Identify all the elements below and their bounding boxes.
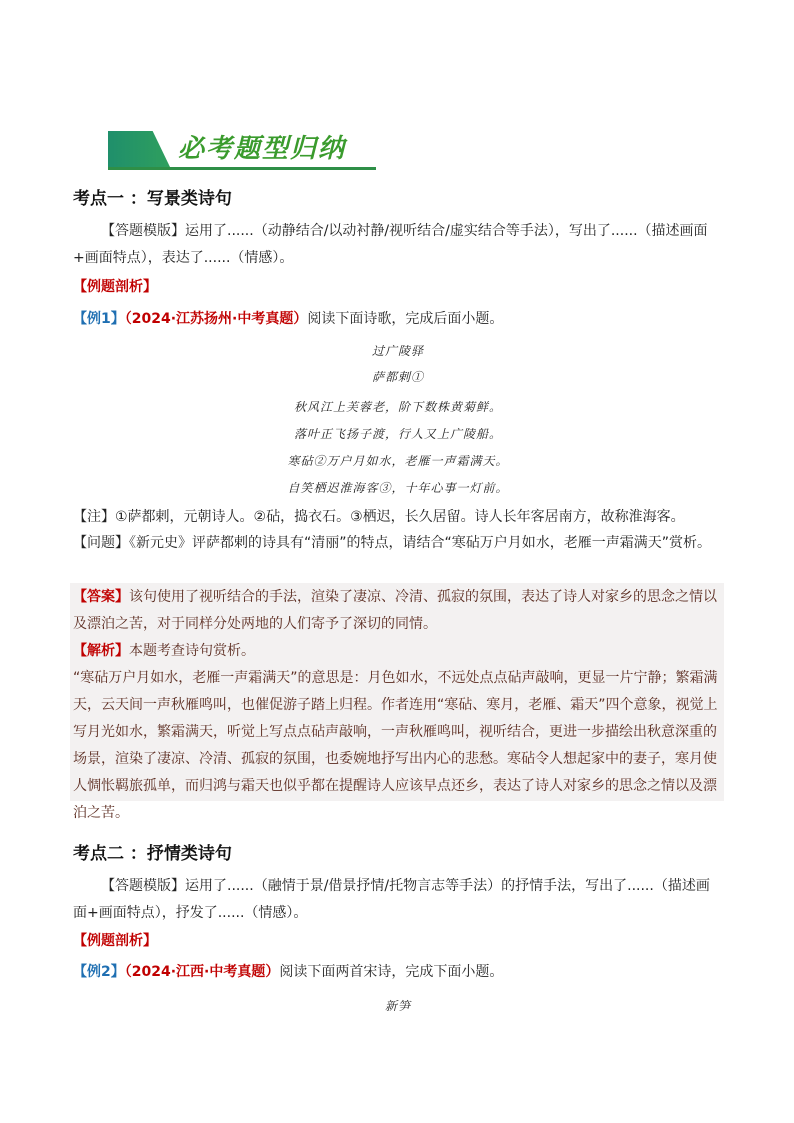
banner-shape-icon <box>108 131 170 167</box>
explain-tag: 【解析】 <box>73 643 129 659</box>
poem-note: 【注】①萨都剌，元朝诗人。②砧，捣衣石。③栖迟，长久居留。诗人长年客居南方，故称淮海客。 <box>73 509 685 525</box>
banner-title: 必考题型归纳 <box>178 134 347 164</box>
section2-example <box>73 962 503 982</box>
example1-source: （2024·江苏扬州·中考真题） <box>124 311 308 327</box>
question-text: 【问题】《新元史》评萨都剌的诗具有“清丽”的特点，请结合“寒砧万户月如水，老雁一声霜满天”赏析。 <box>73 535 712 551</box>
poem-title: 过广陵驿 <box>371 344 424 358</box>
example1-label: 【例1】 <box>73 311 125 327</box>
answer-paragraph <box>73 584 723 638</box>
explain-intro: 本题考查诗句赏析。 <box>129 643 255 659</box>
poem2-title: 新笋 <box>384 999 411 1013</box>
section1-template: 【答题模版】运用了......（动静结合/以动衬静/视听结合/虚实结合等手法），写出了......（描述画面+画面特点），表达了......（情感）。 <box>73 223 708 266</box>
explain-heading <box>73 638 723 665</box>
example2-source: （2024·江西·中考真题） <box>124 964 280 980</box>
section-banner <box>108 131 378 171</box>
example2-label: 【例2】 <box>73 964 125 980</box>
example2-prompt: 阅读下面两首宋诗，完成下面小题。 <box>279 964 504 980</box>
poem-line-4: 自笑栖迟淮海客③，十年心事一灯前。 <box>287 481 509 495</box>
poem-line-2: 落叶正飞扬子渡，行人又上广陵船。 <box>293 427 502 441</box>
poem-author: 萨都剌① <box>371 370 424 384</box>
banner-underline <box>108 167 376 170</box>
answer-tag: 【答案】 <box>73 589 129 605</box>
poem-line-3: 寒砧②万户月如水，老雁一声霜满天。 <box>287 454 509 468</box>
answer-text: 该句使用了视听结合的手法，渲染了凄凉、冷清、孤寂的氛围，表达了诗人对家乡的思念之情以及漂泊之苦，对于同样分处两地的人们寄予了深切的同情。 <box>73 589 717 632</box>
section2-analysis-tag: 【例题剖析】 <box>73 933 157 949</box>
section1-example <box>73 309 503 329</box>
section1-heading: 考点一 ：写景类诗句 <box>73 189 232 209</box>
section2-heading: 考点二 ：抒情类诗句 <box>73 844 232 864</box>
example1-prompt: 阅读下面诗歌，完成后面小题。 <box>307 311 504 327</box>
section2-template: 【答题模版】运用了......（融情于景/借景抒情/托物言志等手法）的抒情手法，写出了......（描述画面+画面特点），抒发了......（情感）。 <box>73 878 710 921</box>
section1-analysis-tag: 【例题剖析】 <box>73 279 157 295</box>
explain-body: “寒砧万户月如水，老雁一声霜满天”的意思是：月色如水，不远处点点砧声敲响，更显一片宁静；繁霜满天，云天间一声秋雁鸣叫，也催促游子踏上归程。作者连用“寒砧、寒月，老雁、霜天”四个意象，视觉上写月光如水，繁霜满天，听觉上写点点砧声敲响，一声秋雁鸣叫，视听结合，更进一步描绘出秋意深重的场景，渲染了凄凉、冷清、孤寂的氛围，也委婉地抒写出内心的悲愁。寒砧令人想起家中的妻子，寒月使人惆怅羁旅孤单，而归鸿与霜天也似乎都在提醒诗人应该早点还乡，表达了诗人对家乡的思念之情以及漂泊之苦。 <box>73 670 718 821</box>
poem-line-1: 秋风江上芙蓉老，阶下数株黄菊鲜。 <box>293 400 502 414</box>
